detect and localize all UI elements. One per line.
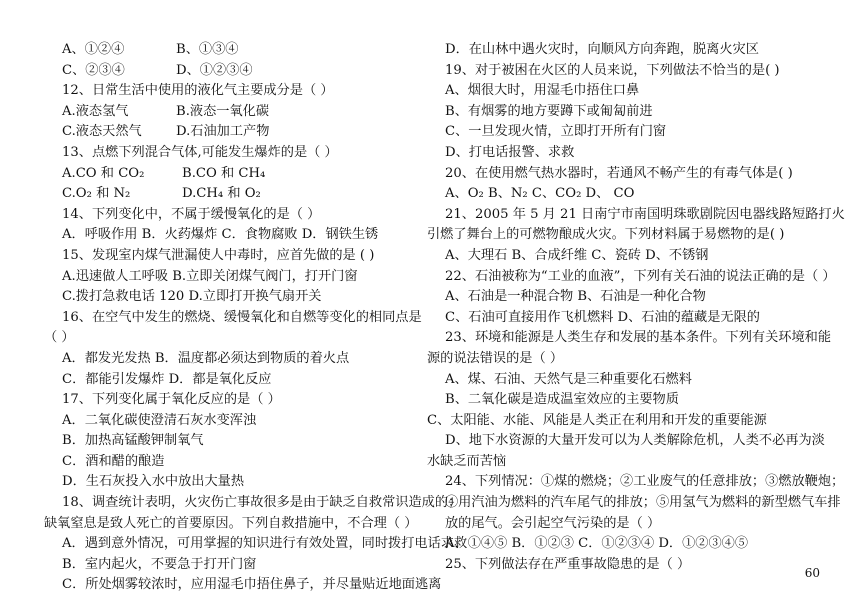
text-line: D．生石灰投入水中放出大量热 xyxy=(62,474,245,490)
text-line: B、有烟雾的地方要蹲下或匍匐前进 xyxy=(445,103,653,119)
text-line: C、一旦发现火情，立即打开所有门窗 xyxy=(445,124,667,140)
text-line: A.迅速做人工呼吸 B.立即关闭煤气阀门，打开门窗 xyxy=(62,268,358,284)
text-line: B．室内起火，不要急于打开门窗 xyxy=(62,556,257,572)
text-line: B．加热高锰酸钾制氧气 xyxy=(62,433,204,449)
option-text: C.O₂ 和 N₂ xyxy=(62,186,131,202)
text-line: A．遇到意外情况，可用掌握的知识进行有效处置，同时拨打电话求救 xyxy=(62,536,468,552)
option-text: A.CO 和 CO₂ xyxy=(62,165,145,181)
text-line: 19、对于被困在火区的人员来说，下列做法不恰当的是( ) xyxy=(445,62,780,78)
text-line: A．二氧化碳使澄清石灰水变浑浊 xyxy=(62,412,257,428)
option-text: A.液态氢气 xyxy=(62,103,129,119)
text-line: D、打电话报警、求救 xyxy=(445,144,575,160)
option-text: D.石油加工产物 xyxy=(176,124,270,140)
text-line: A、大理石 B、合成纤维 C、瓷砖 D、不锈钢 xyxy=(445,247,709,263)
option-text: C.液态天然气 xyxy=(62,124,142,140)
text-line: C、石油可直接用作飞机燃料 D、石油的蕴藏是无限的 xyxy=(445,309,760,325)
text-line: 23、环境和能源是人类生存和发展的基本条件。下列有关环境和能 xyxy=(445,330,832,346)
text-line: A、石油是一种混合物 B、石油是一种化合物 xyxy=(445,289,706,305)
option-row xyxy=(62,184,412,205)
text-line: C.拨打急救电话 120 D.立即打开换气扇开关 xyxy=(62,289,322,305)
text-line: 22、石油被称为“工业的血液”，下列有关石油的说法正确的是（ ） xyxy=(445,268,836,284)
text-line: 16、在空气中发生的燃烧、缓慢氧化和自燃等变化的相同点是 xyxy=(62,309,422,325)
text-line: A、O₂ B、N₂ C、CO₂ D、 CO xyxy=(445,186,635,202)
text-line: D、地下水资源的大量开发可以为人类解除危机，人类不必再为淡 xyxy=(445,433,825,449)
text-line: C．都能引发爆炸 D．都是氧化反应 xyxy=(62,371,272,387)
text-line: A．呼吸作用 B．火药爆炸 C．食物腐败 D．钢铁生锈 xyxy=(62,227,379,243)
text-line: D．在山林中遇火灾时，向顺风方向奔跑，脱离火灾区 xyxy=(445,42,759,57)
option-text: C、②③④ xyxy=(62,62,125,78)
text-line: B、二氧化碳是造成温室效应的主要物质 xyxy=(445,392,679,408)
text-line: A．①④⑤ B．①②③ C．①②③④ D．①②③④⑤ xyxy=(445,536,749,552)
option-text: D、①②③④ xyxy=(176,62,253,78)
text-line: 20、在使用燃气热水器时，若通风不畅产生的有毒气体是( ) xyxy=(445,165,793,181)
option-text: B、①③④ xyxy=(176,42,239,57)
text-line: 24、下列情况：①煤的燃烧；②工业废气的任意排放；③燃放鞭炮； xyxy=(445,474,845,490)
option-row xyxy=(62,102,412,123)
text-line: 14、下列变化中，不属于缓慢氧化的是（ ） xyxy=(62,206,321,222)
text-line: A、煤、石油、天然气是三种重要化石燃料 xyxy=(445,371,692,387)
text-line: 15、发现室内煤气泄漏使人中毒时，应首先做的是 ( ) xyxy=(62,247,375,263)
text-line: A、烟很大时，用湿毛巾捂住口鼻 xyxy=(445,83,640,99)
text-line: A．都发光发热 B．温度都必须达到物质的着火点 xyxy=(62,350,350,366)
text-line: 源的说法错误的是（ ） xyxy=(427,350,564,366)
text-line: 水缺乏而苦恼 xyxy=(427,453,507,469)
text-line: 25、下列做法存在严重事故隐患的是（ ） xyxy=(445,556,691,572)
option-row xyxy=(62,61,412,82)
text-line: 18、调查统计表明，火灾伤亡事故很多是由于缺乏自救常识造成的； xyxy=(62,495,462,511)
text-line: C、太阳能、水能、风能是人类正在利用和开发的重要能源 xyxy=(427,412,767,428)
text-line: 13、点燃下列混合气体,可能发生爆炸的是（ ） xyxy=(62,144,338,160)
option-row xyxy=(62,40,412,61)
text-line: C．所处烟雾较浓时，应用湿毛巾捂住鼻子，并尽量贴近地面逃离 xyxy=(62,577,442,593)
option-text: D.CH₄ 和 O₂ xyxy=(182,186,261,202)
text-line: 12、日常生活中使用的液化气主要成分是（ ） xyxy=(62,83,334,99)
text-line: 放的尾气。会引起空气污染的是（ ） xyxy=(445,515,661,531)
option-row xyxy=(62,164,412,185)
option-text: B.液态一氧化碳 xyxy=(176,103,270,119)
option-text: A、①②④ xyxy=(62,42,125,57)
text-line: 缺氧窒息是致人死亡的首要原因。下列自救措施中，不合理（ ） xyxy=(44,515,418,531)
option-row xyxy=(62,122,412,143)
text-line: 17、下列变化属于氧化反应的是（ ） xyxy=(62,392,281,408)
text-line: ④用汽油为燃料的汽车尾气的排放；⑤用氢气为燃料的新型燃气车排 xyxy=(445,495,841,511)
text-line: 21、2005 年 5 月 21 日南宁市南国明珠歌剧院因电器线路短路打火 xyxy=(445,206,845,222)
text-line: （ ） xyxy=(44,330,75,346)
text-line: 引燃了舞台上的可燃物酿成火灾。下列材料属于易燃物的是( ) xyxy=(427,227,785,243)
page-number: 60 xyxy=(804,566,820,580)
option-text: B.CO 和 CH₄ xyxy=(182,165,266,181)
text-line: C．酒和醋的酿造 xyxy=(62,453,165,469)
